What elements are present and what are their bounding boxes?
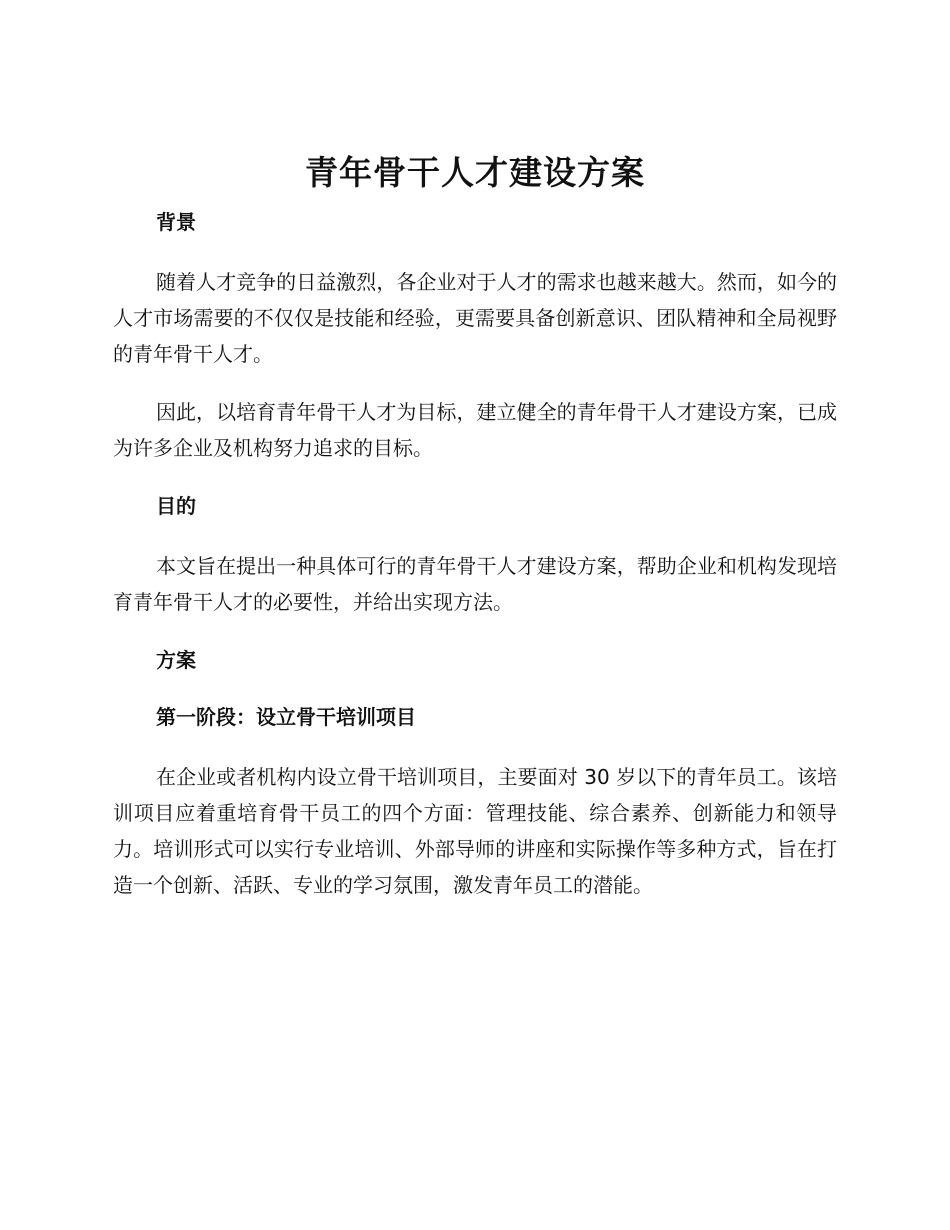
plan-heading: 方案	[156, 648, 196, 672]
stage1-heading: 第一阶段：设立骨干培训项目	[156, 705, 416, 729]
document-body	[113, 204, 837, 903]
background-paragraph-1: 随着人才竞争的日益激烈，各企业对于人才的需求也越来越大。然而，如今的人才市场需要的不仅仅是技能和经验，更需要具备创新意识、团队精神和全局视野的青年骨干人才。	[113, 270, 837, 366]
purpose-paragraph-1: 本文旨在提出一种具体可行的青年骨干人才建设方案，帮助企业和机构发现培育青年骨干人才的必要性，并给出实现方法。	[113, 554, 837, 614]
background-heading: 背景	[156, 210, 196, 234]
purpose-heading: 目的	[156, 494, 196, 518]
background-paragraph-2: 因此，以培育青年骨干人才为目标，建立健全的青年骨干人才建设方案，已成为许多企业及机构努力追求的目标。	[113, 400, 837, 460]
stage1-paragraph-1: 在企业或者机构内设立骨干培训项目，主要面对 30 岁以下的青年员工。该培训项目应着重培育骨干员工的四个方面：管理技能、综合素养、创新能力和领导力。培训形式可以实行专业培训、外部导师的讲座和实际操作等多种方式，旨在打造一个创新、活跃、专业的学习氛围，激发青年员工的潜能。	[113, 765, 837, 897]
document-title: 青年骨干人才建设方案	[305, 153, 645, 192]
